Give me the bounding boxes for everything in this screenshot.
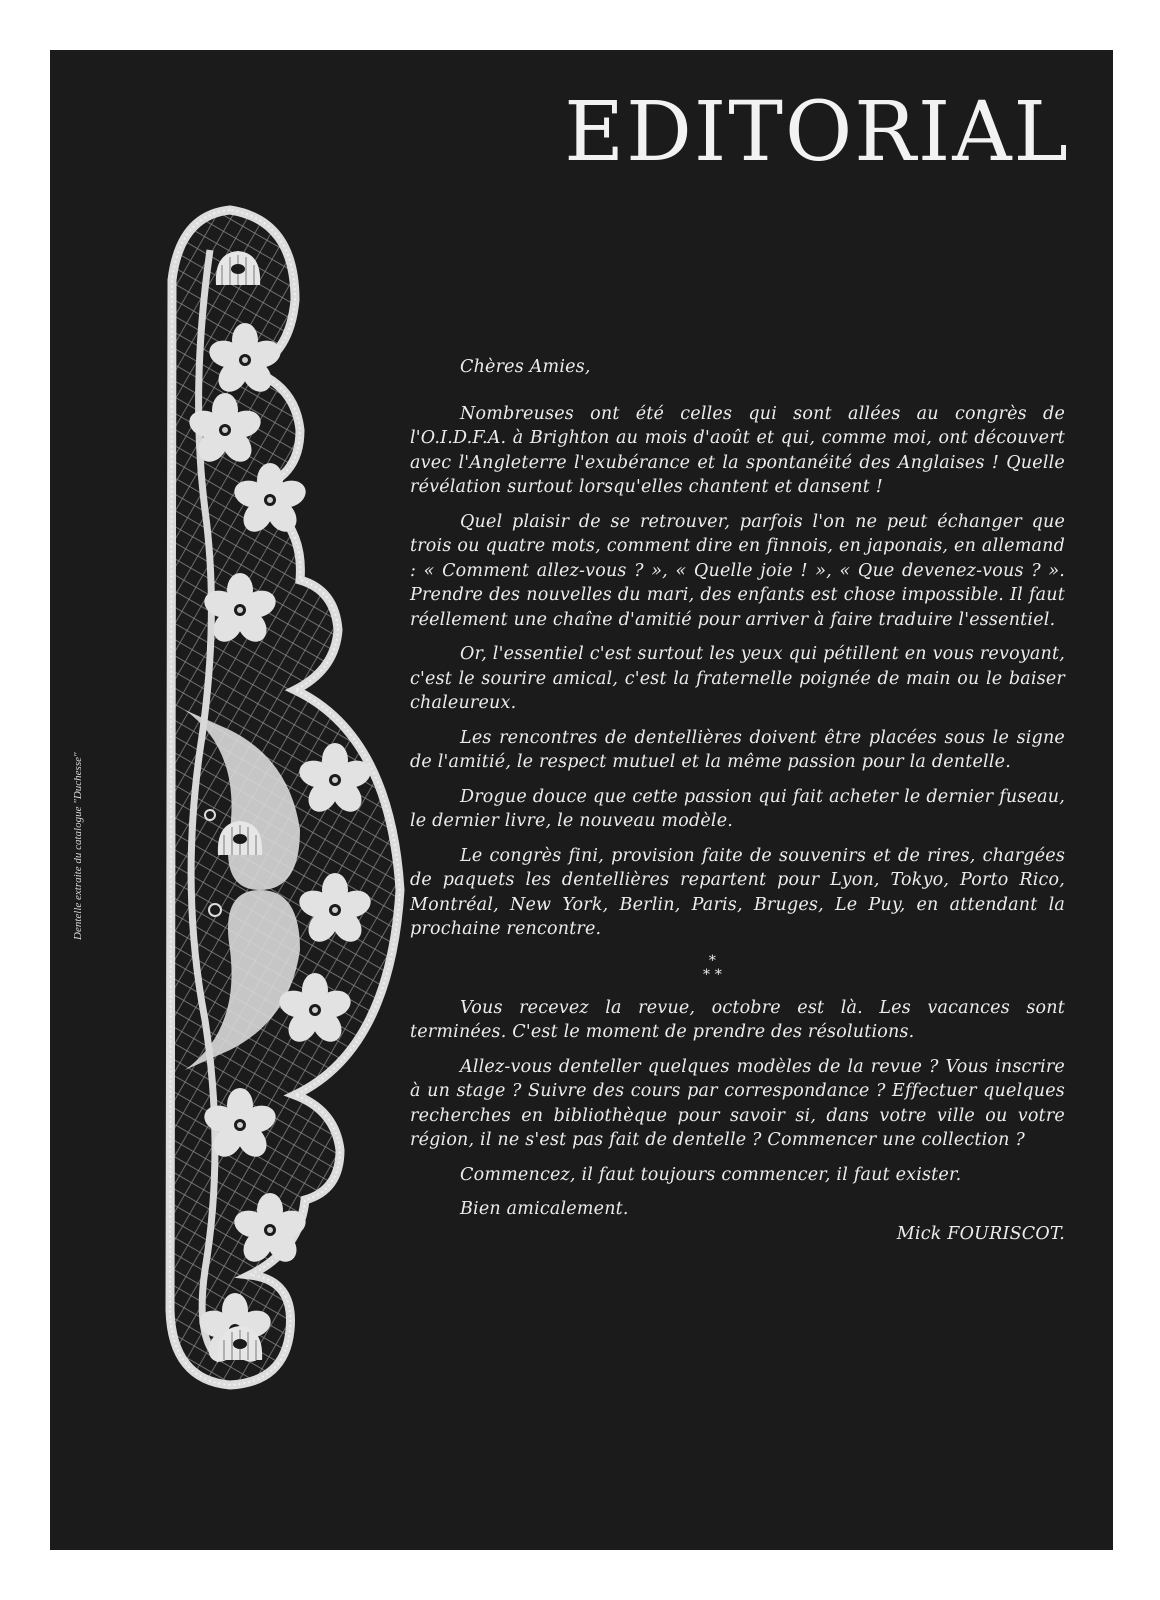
paragraph: Allez-vous denteller quelques modèles de la revue ? Vous inscrire à un stage ? Suivre des cours par correspondance ? Effectuer quelques recherches en bibliothèque pour savoir si, dans votre ville ou votre région, il ne s'est pas fait de dentelle ? Commencer une collection ? bbox=[410, 1056, 1065, 1150]
paragraph: Or, l'essentiel c'est surtout les yeux qui pétillent en vous revoyant, c'est le sourire amical, c'est la fraternelle poignée de main ou le baiser chaleureux. bbox=[410, 644, 1065, 713]
lace-illustration bbox=[110, 190, 410, 1400]
paragraph: Quel plaisir de se retrouver, parfois l'on ne peut échanger que trois ou quatre mots, comment dire en finnois, en japonais, en allemand : « Comment allez-vous ? », « Quelle joie ! », « Que devenez-vous ? ». Prendre des nouvelles du mari, des enfants est chose impossible. Il faut réellement une chaîne d'amitié pour arriver à faire traduire l'essentiel. bbox=[410, 511, 1065, 630]
editorial-text bbox=[410, 355, 1065, 1246]
lace-caption: Dentelle extraite du catalogue "Duchesse" bbox=[72, 752, 84, 940]
editorial-page bbox=[50, 50, 1113, 1550]
page-title: EDITORIAL bbox=[564, 85, 1070, 180]
closing: Bien amicalement. bbox=[460, 1199, 629, 1219]
paragraph: Vous recevez la revue, octobre est là. Les vacances sont terminées. C'est le moment de prendre des résolutions. bbox=[410, 997, 1065, 1042]
paragraph: Drogue douce que cette passion qui fait acheter le dernier fuseau, le dernier livre, le nouveau modèle. bbox=[410, 786, 1065, 831]
signature: Mick FOURISCOT. bbox=[896, 1223, 1065, 1244]
paragraph: Commencez, il faut toujours commencer, il faut exister. bbox=[460, 1164, 962, 1185]
greeting: Chères Amies, bbox=[460, 357, 591, 377]
separator-stars: * * bbox=[702, 966, 723, 983]
paragraph: Les rencontres de dentellières doivent être placées sous le signe de l'amitié, le respect mutuel et la même passion pour la dentelle. bbox=[410, 727, 1065, 772]
paragraph: Nombreuses ont été celles qui sont allées au congrès de l'O.I.D.F.A. à Brighton au mois d'août et qui, comme moi, ont découvert avec l'Angleterre l'exubérance et la spontanéité des Anglaises ! Quelle révélation surtout lorsqu'elles chantent et dansent ! bbox=[410, 403, 1065, 497]
paragraph: Le congrès fini, provision faite de souvenirs et de rires, chargées de paquets les dentellières repartent pour Lyon, Tokyo, Porto Rico, Montréal, New York, Berlin, Paris, Bruges, Le Puy, en attendant la prochaine rencontre. bbox=[410, 845, 1065, 939]
separator-star: * bbox=[708, 952, 717, 969]
section-separator bbox=[410, 954, 1065, 982]
